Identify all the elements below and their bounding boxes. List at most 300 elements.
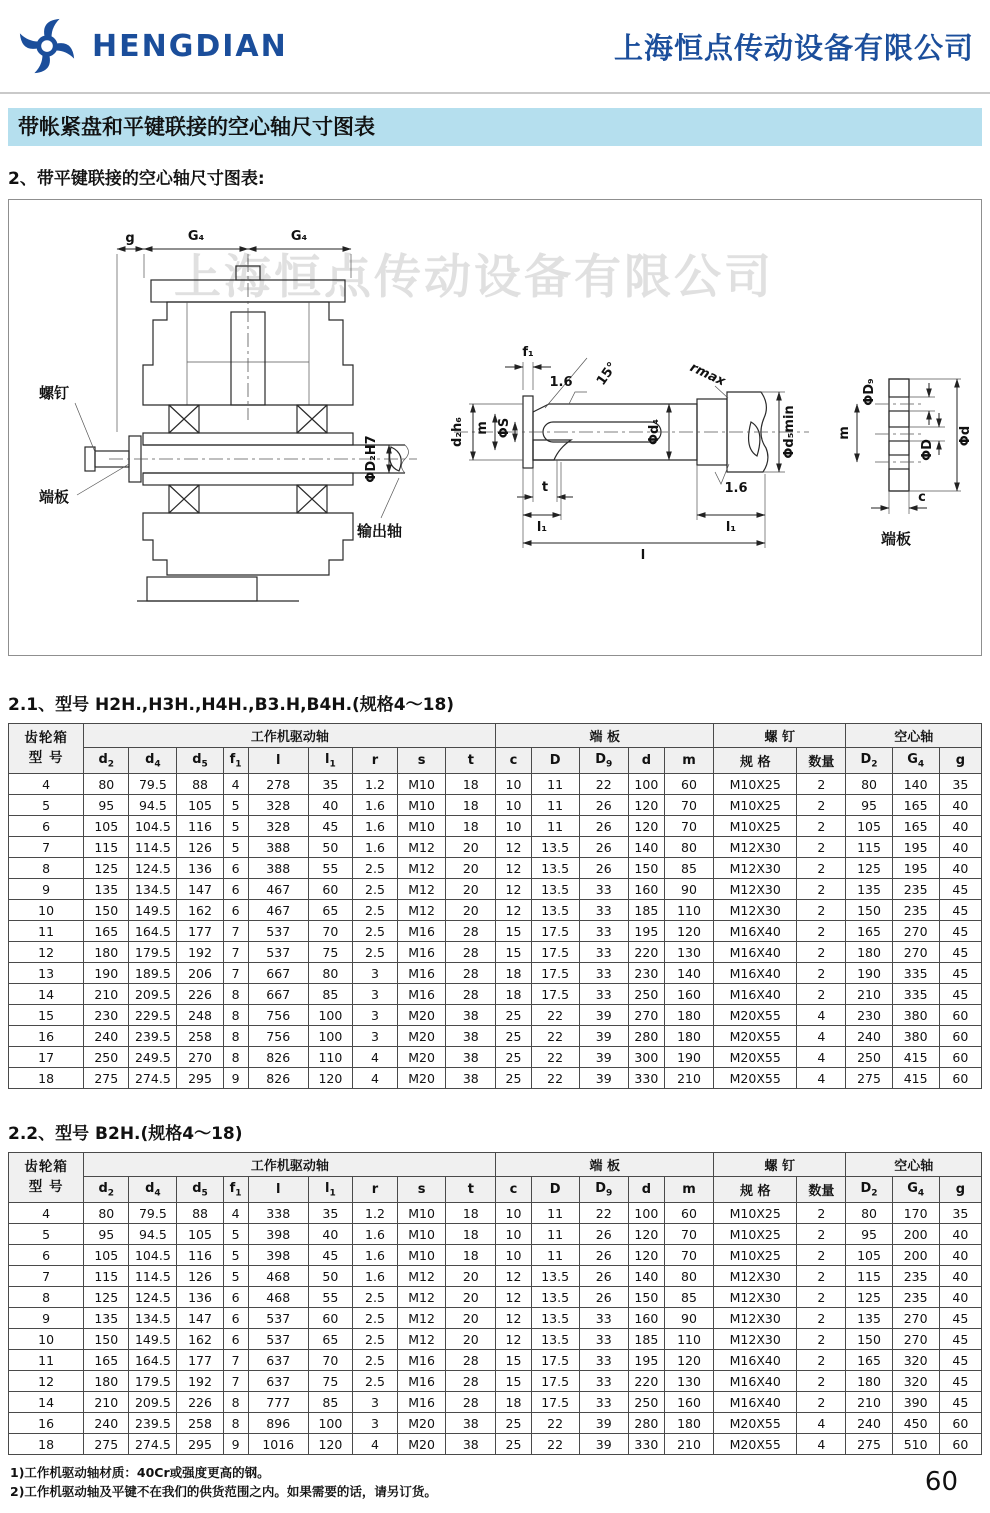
value-cell: 11 [531,795,579,816]
value-cell: 1.2 [352,774,397,795]
value-cell: 239.5 [129,1026,177,1047]
table-row [9,816,982,837]
value-cell: 45 [939,1371,981,1392]
value-cell: 94.5 [129,1224,177,1245]
value-cell: 20 [446,1287,496,1308]
value-cell: 94.5 [129,795,177,816]
value-cell: 240 [84,1413,129,1434]
value-cell: 17.5 [531,984,579,1005]
value-cell: 17.5 [531,1350,579,1371]
value-cell: M10 [398,774,446,795]
value-cell: 270 [892,942,939,963]
value-cell: 2 [797,921,846,942]
value-cell: 250 [628,984,664,1005]
value-cell: 330 [628,1434,664,1455]
value-cell: 22 [579,774,628,795]
value-cell: 18 [496,1392,531,1413]
dim-phi-d-hole-label: ΦD [920,439,935,461]
value-cell: 70 [664,816,713,837]
value-cell: 100 [628,774,664,795]
watermark: 上海恒点传动设备有限公司 [174,250,774,305]
value-cell: 11 [531,816,579,837]
column-header: 规 格 [714,748,797,774]
value-cell: 756 [248,1005,308,1026]
value-cell: 162 [177,1329,223,1350]
value-cell: 22 [531,1434,579,1455]
brand-name: HENGDIAN [92,28,288,64]
value-cell: 40 [939,837,981,858]
column-header: $l_1$ [308,748,352,774]
value-cell: M16X40 [714,963,797,984]
column-header: $D_9$ [579,1177,628,1203]
value-cell: 826 [248,1047,308,1068]
value-cell: M10 [398,1203,446,1224]
value-cell: M20X55 [714,1434,797,1455]
gearbox-model-header [9,1153,84,1203]
value-cell: M10X25 [714,816,797,837]
value-cell: 5 [223,816,248,837]
value-cell: M16 [398,921,446,942]
value-cell: 136 [177,1287,223,1308]
value-cell: 3 [352,984,397,1005]
value-cell: 125 [84,858,129,879]
value-cell: 756 [248,1026,308,1047]
value-cell: 210 [664,1434,713,1455]
value-cell: 190 [84,963,129,984]
value-cell: 80 [846,774,892,795]
value-cell: 270 [177,1047,223,1068]
value-cell: 13.5 [531,1287,579,1308]
value-cell: M20X55 [714,1047,797,1068]
value-cell: 2.5 [352,1308,397,1329]
model-cell: 8 [9,858,84,879]
value-cell: 136 [177,858,223,879]
value-cell: 38 [446,1026,496,1047]
value-cell: 70 [664,1224,713,1245]
value-cell: 5 [223,1224,248,1245]
value-cell: 275 [846,1434,892,1455]
value-cell: 33 [579,1329,628,1350]
value-cell: 300 [628,1047,664,1068]
value-cell: 100 [628,1203,664,1224]
value-cell: 26 [579,795,628,816]
dim-l1-right-label: l₁ [725,520,737,535]
gearbox-model-header-line1: 齿轮箱 [24,1158,68,1175]
value-cell: 100 [308,1026,352,1047]
value-cell: 1.6 [352,816,397,837]
model-cell: 9 [9,879,84,900]
value-cell: 75 [308,1371,352,1392]
value-cell: 35 [939,774,981,795]
value-cell: 160 [664,1392,713,1413]
value-cell: 2 [797,879,846,900]
value-cell: 450 [892,1413,939,1434]
value-cell: 33 [579,921,628,942]
value-cell: 170 [892,1203,939,1224]
value-cell: 6 [223,1329,248,1350]
value-cell: 274.5 [129,1434,177,1455]
value-cell: 1.6 [352,795,397,816]
value-cell: M16 [398,1350,446,1371]
value-cell: 667 [248,984,308,1005]
group-header-drive-shaft: 工作机驱动轴 [84,724,496,748]
value-cell: 239.5 [129,1413,177,1434]
value-cell: 226 [177,984,223,1005]
value-cell: 192 [177,942,223,963]
value-cell: 2 [797,1245,846,1266]
model-cell: 14 [9,1392,84,1413]
value-cell: 79.5 [129,1203,177,1224]
value-cell: 104.5 [129,816,177,837]
value-cell: 12 [496,1266,531,1287]
value-cell: 335 [892,963,939,984]
value-cell: 13.5 [531,1329,579,1350]
table-row [9,1047,982,1068]
value-cell: 105 [84,1245,129,1266]
value-cell: 140 [892,774,939,795]
value-cell: 190 [846,963,892,984]
value-cell: 2.5 [352,921,397,942]
table-row [9,1413,982,1434]
gearbox-model-header-line1: 齿轮箱 [24,729,68,746]
value-cell: 189.5 [129,963,177,984]
value-cell: M12X30 [714,1308,797,1329]
value-cell: 250 [84,1047,129,1068]
value-cell: 130 [664,942,713,963]
value-cell: 537 [248,1329,308,1350]
group-header-end-plate: 端 板 [496,1153,714,1177]
value-cell: 140 [628,837,664,858]
value-cell: 4 [797,1047,846,1068]
value-cell: 200 [892,1224,939,1245]
value-cell: 18 [446,1224,496,1245]
value-cell: 25 [496,1434,531,1455]
value-cell: M12 [398,858,446,879]
value-cell: 270 [892,921,939,942]
column-header: l [248,1177,308,1203]
value-cell: 4 [797,1434,846,1455]
value-cell: 12 [496,1308,531,1329]
value-cell: 105 [84,816,129,837]
model-cell: 5 [9,1224,84,1245]
value-cell: 134.5 [129,1308,177,1329]
drive-shaft-drawing [450,345,809,563]
value-cell: 192 [177,1371,223,1392]
column-header: $D_2$ [846,748,892,774]
model-cell: 11 [9,921,84,942]
value-cell: 328 [248,795,308,816]
value-cell: 149.5 [129,900,177,921]
value-cell: 165 [892,795,939,816]
value-cell: 50 [308,837,352,858]
value-cell: 140 [664,963,713,984]
value-cell: 80 [308,963,352,984]
value-cell: 33 [579,879,628,900]
value-cell: 115 [84,837,129,858]
value-cell: 2.5 [352,1329,397,1350]
value-cell: 2 [797,1266,846,1287]
value-cell: 95 [84,1224,129,1245]
value-cell: 210 [846,1392,892,1413]
value-cell: M20 [398,1026,446,1047]
value-cell: 12 [496,900,531,921]
value-cell: 8 [223,1413,248,1434]
value-cell: 295 [177,1068,223,1089]
value-cell: 537 [248,1308,308,1329]
value-cell: 80 [84,774,129,795]
value-cell: 1.6 [352,1266,397,1287]
value-cell: 35 [308,774,352,795]
value-cell: 13.5 [531,1308,579,1329]
value-cell: 39 [579,1047,628,1068]
value-cell: M10X25 [714,774,797,795]
value-cell: 4 [797,1026,846,1047]
value-cell: 45 [939,963,981,984]
value-cell: 388 [248,837,308,858]
value-cell: 60 [939,1026,981,1047]
group-header-screw: 螺 钉 [714,724,846,748]
value-cell: 12 [496,837,531,858]
value-cell: 85 [308,984,352,1005]
value-cell: 2 [797,1329,846,1350]
value-cell: 6 [223,879,248,900]
value-cell: 2 [797,963,846,984]
table1-caption: 2.1、型号 H2H.,H3H.,H4H.,B3.H,B4H.(规格4～18) [8,695,455,715]
value-cell: 13.5 [531,900,579,921]
model-cell: 7 [9,1266,84,1287]
value-cell: 210 [84,1392,129,1413]
value-cell: 40 [939,795,981,816]
value-cell: 250 [628,1392,664,1413]
value-cell: 45 [308,816,352,837]
value-cell: 104.5 [129,1245,177,1266]
value-cell: 2 [797,1203,846,1224]
model-cell: 4 [9,1203,84,1224]
value-cell: M10 [398,1245,446,1266]
value-cell: M12X30 [714,858,797,879]
value-cell: 45 [939,1392,981,1413]
value-cell: 160 [628,879,664,900]
value-cell: 2 [797,816,846,837]
value-cell: 55 [308,858,352,879]
value-cell: 39 [579,1413,628,1434]
gearbox-section-drawing [39,229,417,601]
value-cell: M12X30 [714,879,797,900]
value-cell: M12X30 [714,837,797,858]
value-cell: 7 [223,1371,248,1392]
model-cell: 4 [9,774,84,795]
value-cell: 45 [939,942,981,963]
page-header [0,0,990,94]
value-cell: M12 [398,1329,446,1350]
value-cell: 160 [664,984,713,1005]
value-cell: 75 [308,942,352,963]
value-cell: 150 [628,858,664,879]
value-cell: 4 [223,774,248,795]
value-cell: 2 [797,837,846,858]
value-cell: M10 [398,1224,446,1245]
value-cell: 135 [84,1308,129,1329]
column-header: $l_1$ [308,1177,352,1203]
column-header: l [248,748,308,774]
dim-c-label: c [918,490,926,505]
value-cell: 110 [664,900,713,921]
value-cell: 100 [308,1413,352,1434]
end-plate-drawing [837,378,973,548]
value-cell: M20 [398,1068,446,1089]
column-header: c [496,1177,531,1203]
dim-l-label: l [640,548,646,563]
value-cell: 338 [248,1203,308,1224]
table-row [9,1329,982,1350]
value-cell: M16 [398,1371,446,1392]
value-cell: 637 [248,1350,308,1371]
value-cell: 235 [892,1287,939,1308]
dim-g4-right-label: G₄ [290,229,308,244]
value-cell: 2 [797,1224,846,1245]
value-cell: 164.5 [129,1350,177,1371]
value-cell: 4 [352,1434,397,1455]
value-cell: 165 [846,1350,892,1371]
value-cell: 390 [892,1392,939,1413]
column-header: g [939,748,981,774]
value-cell: 467 [248,900,308,921]
value-cell: 90 [664,1308,713,1329]
value-cell: 26 [579,837,628,858]
value-cell: M20X55 [714,1026,797,1047]
dim-g-label: g [125,231,135,246]
value-cell: 6 [223,900,248,921]
column-header: $f_1$ [223,748,248,774]
value-cell: 274.5 [129,1068,177,1089]
value-cell: 2 [797,795,846,816]
value-cell: 22 [531,1005,579,1026]
table-row [9,1287,982,1308]
dim-phi-d4-label: Φd₄ [647,418,662,446]
value-cell: M16X40 [714,1350,797,1371]
value-cell: 2 [797,1308,846,1329]
value-cell: 70 [664,1245,713,1266]
value-cell: 28 [446,1350,496,1371]
value-cell: 17.5 [531,963,579,984]
value-cell: 195 [892,858,939,879]
value-cell: 179.5 [129,1371,177,1392]
value-cell: M16 [398,963,446,984]
value-cell: 120 [628,1245,664,1266]
value-cell: 60 [308,879,352,900]
value-cell: 110 [308,1047,352,1068]
value-cell: 80 [664,837,713,858]
value-cell: 195 [628,921,664,942]
column-header-row [9,1177,982,1203]
group-header-end-plate: 端 板 [496,724,714,748]
column-header: t [446,1177,496,1203]
value-cell: 60 [939,1005,981,1026]
column-header-row [9,748,982,774]
value-cell: 230 [84,1005,129,1026]
column-header: d [628,748,664,774]
value-cell: 38 [446,1413,496,1434]
value-cell: 90 [664,879,713,900]
value-cell: 220 [628,1371,664,1392]
value-cell: 100 [308,1005,352,1026]
value-cell: 147 [177,879,223,900]
value-cell: M16X40 [714,984,797,1005]
value-cell: 6 [223,1287,248,1308]
value-cell: 15 [496,921,531,942]
value-cell: 4 [352,1068,397,1089]
value-cell: M20 [398,1434,446,1455]
value-cell: 177 [177,921,223,942]
dim-l1-left-label: l₁ [536,520,548,535]
value-cell: 335 [892,984,939,1005]
value-cell: 114.5 [129,1266,177,1287]
value-cell: 209.5 [129,1392,177,1413]
model-cell: 8 [9,1287,84,1308]
value-cell: 140 [628,1266,664,1287]
column-header: $D_9$ [579,748,628,774]
value-cell: 150 [84,900,129,921]
model-cell: 14 [9,984,84,1005]
value-cell: 4 [223,1203,248,1224]
value-cell: 105 [177,795,223,816]
table-row [9,837,982,858]
value-cell: 8 [223,1047,248,1068]
value-cell: 60 [939,1047,981,1068]
value-cell: 258 [177,1413,223,1434]
table-head [9,1153,982,1203]
value-cell: 39 [579,1434,628,1455]
footnotes [10,1463,980,1502]
dim-phi-d9-label: ΦD₉ [862,378,877,406]
value-cell: M16X40 [714,942,797,963]
value-cell: 537 [248,942,308,963]
rmax-label: rmax [687,360,728,390]
dim-bore-label: ΦD₂H7 [364,435,379,483]
column-header: 数量 [797,1177,846,1203]
value-cell: M10X25 [714,1203,797,1224]
value-cell: 537 [248,921,308,942]
value-cell: 114.5 [129,837,177,858]
value-cell: 28 [446,921,496,942]
value-cell: 398 [248,1224,308,1245]
value-cell: 126 [177,837,223,858]
value-cell: 467 [248,879,308,900]
value-cell: 206 [177,963,223,984]
value-cell: 320 [892,1350,939,1371]
value-cell: 25 [496,1047,531,1068]
value-cell: 6 [223,1308,248,1329]
value-cell: 17.5 [531,1371,579,1392]
value-cell: 130 [664,1371,713,1392]
value-cell: 70 [308,1350,352,1371]
value-cell: 22 [531,1413,579,1434]
value-cell: M12 [398,900,446,921]
value-cell: M10X25 [714,1245,797,1266]
dim-g4-left-label: G₄ [187,229,205,244]
value-cell: 6 [223,858,248,879]
value-cell: 39 [579,1068,628,1089]
value-cell: 4 [797,1413,846,1434]
table2-caption: 2.2、型号 B2H.(规格4～18) [8,1124,243,1144]
value-cell: M16X40 [714,921,797,942]
column-header: m [664,748,713,774]
column-header: s [398,748,446,774]
value-cell: M10 [398,795,446,816]
value-cell: 33 [579,1392,628,1413]
value-cell: 88 [177,1203,223,1224]
value-cell: 180 [846,942,892,963]
